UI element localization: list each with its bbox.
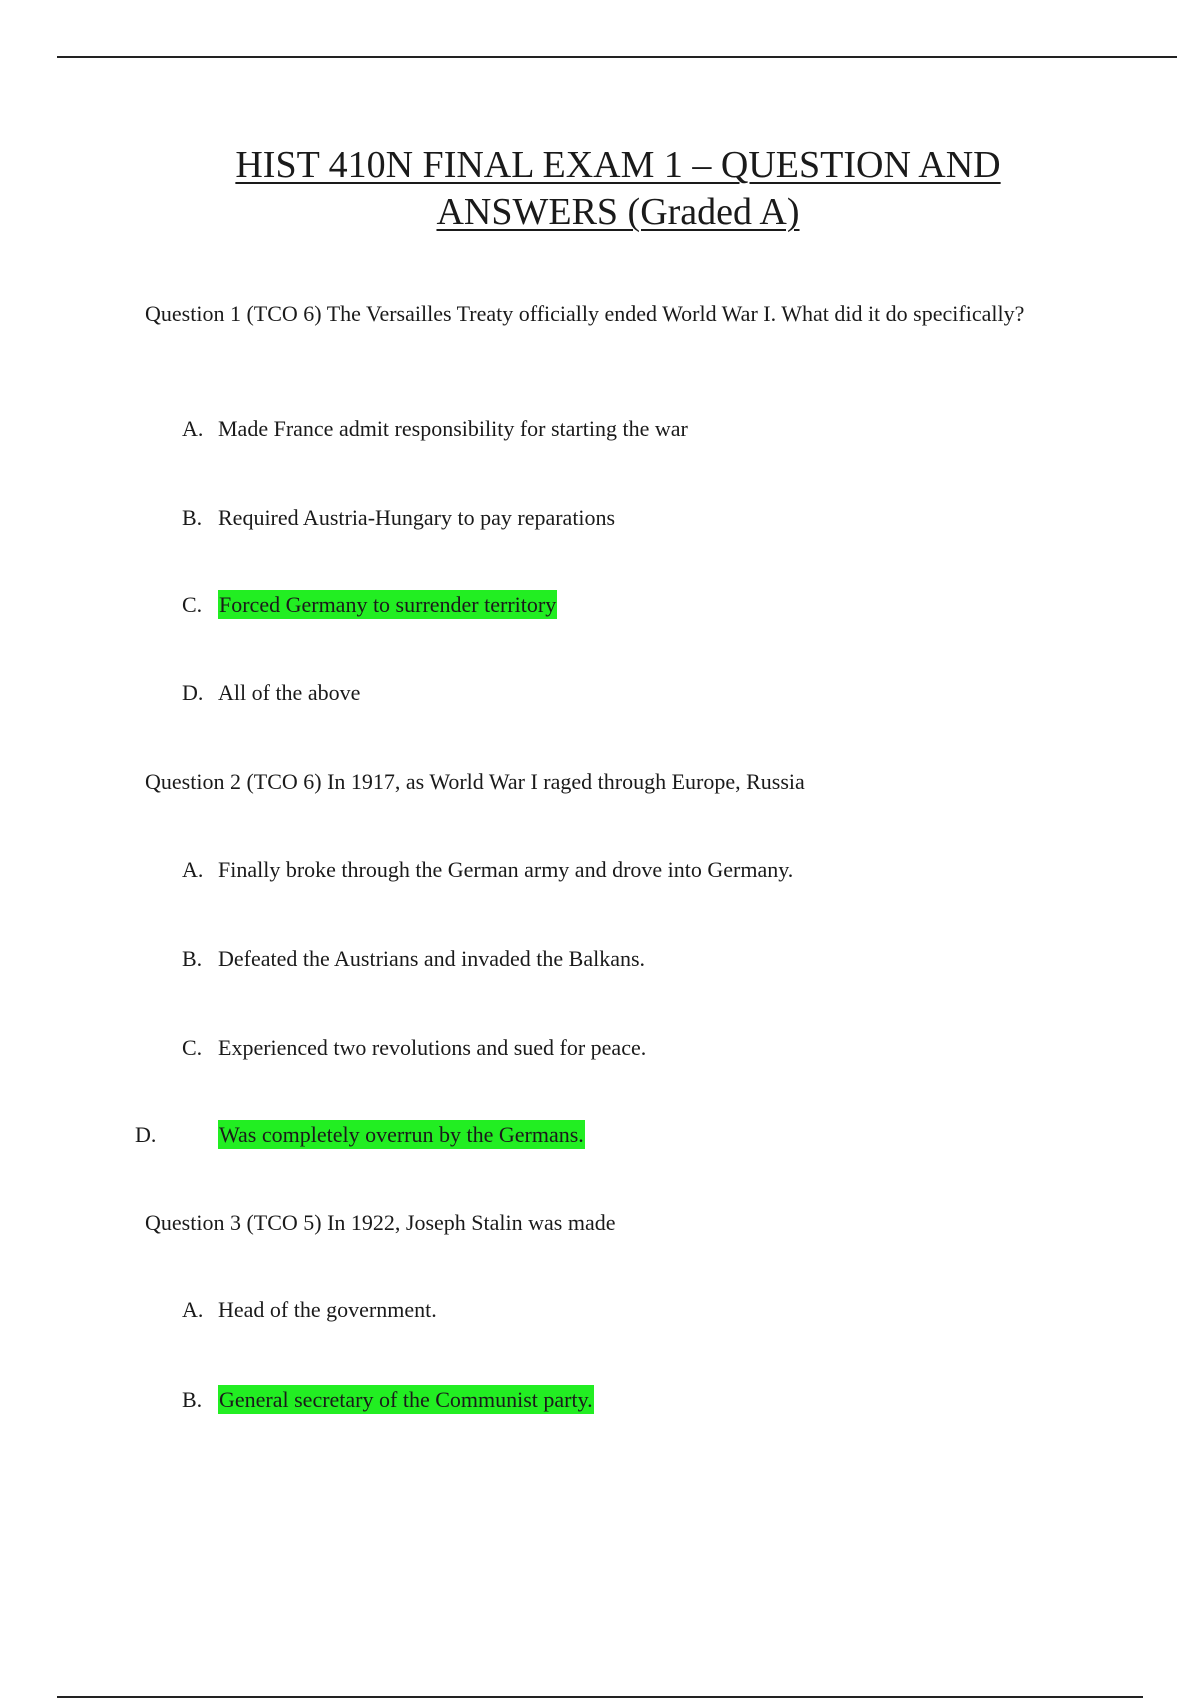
question-2-option-d [135,1120,585,1149]
option-text: Required Austria-Hungary to pay reparations [218,505,616,530]
option-letter: B. [182,946,203,971]
question-1-text: Question 1 (TCO 6) The Versailles Treaty officially ended World War I. What did it do specifically? [145,301,1025,326]
question-2-option-c [182,1033,646,1062]
option-letter: D. [182,680,204,705]
option-text-highlighted: Forced Germany to surrender territory [219,592,557,617]
option-letter: D. [135,1122,157,1147]
question-3-text: Question 3 (TCO 5) In 1922, Joseph Stalin was made [145,1210,616,1235]
option-text: Defeated the Austrians and invaded the Balkans. [218,946,646,971]
option-letter: A. [182,416,204,441]
option-letter: C. [182,1035,203,1060]
option-letter: A. [182,857,204,882]
question-2-text: Question 2 (TCO 6) In 1917, as World War I raged through Europe, Russia [145,769,805,794]
question-2-option-a [182,855,793,884]
question-3-option-a [182,1295,437,1324]
question-1-option-b [182,503,615,532]
option-letter: B. [182,1387,203,1412]
top-rule [57,56,1177,58]
document-title [100,142,1136,236]
option-text: Finally broke through the German army and drove into Germany. [218,857,794,882]
option-letter: B. [182,505,203,530]
bottom-rule [57,1696,1143,1698]
option-text-highlighted: Was completely overrun by the Germans. [219,1122,584,1147]
question-1-option-a [182,414,688,443]
option-letter: A. [182,1297,204,1322]
option-text-highlighted: General secretary of the Communist party. [219,1387,593,1412]
option-letter: C. [182,592,203,617]
option-text: All of the above [218,680,361,705]
option-text: Experienced two revolutions and sued for peace. [218,1035,647,1060]
title-line-2: ANSWERS (Graded A) [436,191,800,233]
question-1-option-c [182,590,557,619]
question-3-option-b [182,1385,594,1414]
question-2-option-b [182,944,645,973]
question-1-option-d [182,678,360,707]
option-text: Made France admit responsibility for starting the war [218,416,688,441]
title-line-1: HIST 410N FINAL EXAM 1 – QUESTION AND [235,144,1001,186]
option-text: Head of the government. [218,1297,437,1322]
